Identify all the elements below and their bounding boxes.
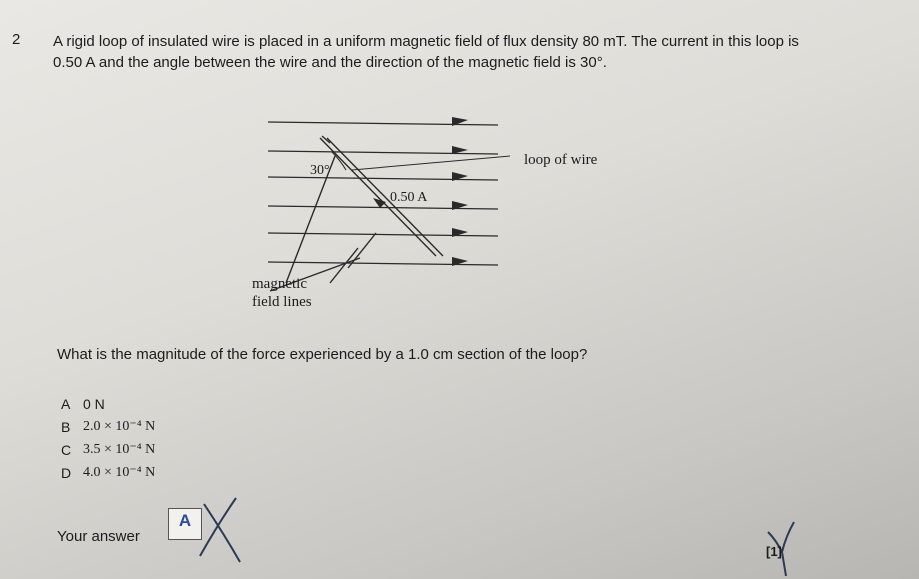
option-c [61,438,155,461]
field-line [268,206,498,209]
field-lines [268,122,498,265]
option-text: 0 N [83,395,105,412]
field-line [268,122,498,125]
option-letter: B [61,418,71,435]
your-answer-label: Your answer [57,528,140,545]
option-text: 3.5 × 10⁻⁴ N [83,442,156,457]
field-label-line2: field lines [252,294,312,310]
option-text: 4.0 × 10⁻⁴ N [83,465,156,480]
option-d [61,461,155,484]
option-b [61,415,155,438]
field-line [268,233,498,236]
magnetic-field-diagram [240,108,620,318]
marks-label: [1] [766,544,782,559]
answer-input[interactable]: A [168,508,202,540]
question-prompt: What is the magnitude of the force experienced by a 1.0 cm section of the loop? [57,346,588,363]
option-text: 2.0 × 10⁻⁴ N [83,419,156,434]
field-label-line1: magnetic [252,276,307,292]
options-list [61,392,155,484]
field-line [268,262,498,265]
option-letter: C [61,441,72,458]
option-a [61,392,155,415]
loop-label-leader [352,156,510,170]
option-letter: D [61,464,72,481]
question-text: A rigid loop of insulated wire is placed in a uniform magnetic field of flux density 80 mT. The current in this loop is 0.50 A and the angle between the wire and the direction of the magnetic field is 30°. [53,33,799,71]
loop-label: loop of wire [524,152,598,168]
field-line [268,177,498,180]
cross-mark-icon [190,494,246,566]
option-letter: A [61,395,71,412]
field-arrowheads [452,117,468,266]
wire-loop [270,136,443,291]
current-label: 0.50 A [390,190,428,205]
question-number: 2 [12,31,21,48]
angle-label: 30° [310,163,330,178]
field-line [268,151,498,154]
